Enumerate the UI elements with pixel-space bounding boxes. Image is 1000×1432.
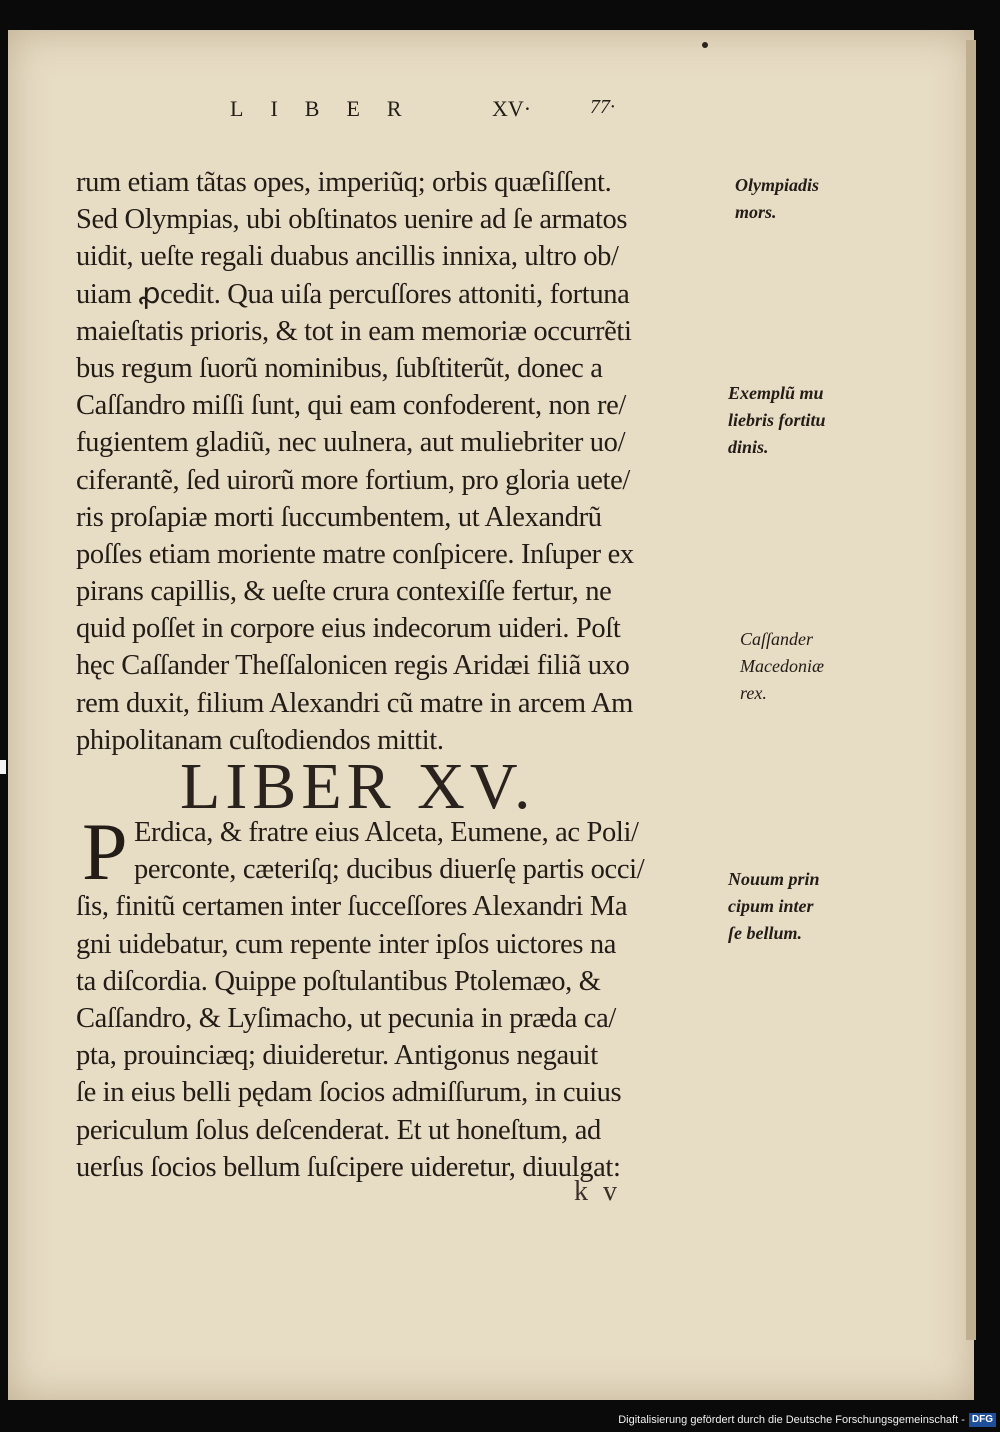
margin-note-line: Nouum prin — [728, 869, 820, 889]
text-line: gni uidebatur, cum repente inter ipſos uictores na — [76, 928, 617, 960]
margin-note-line: dinis. — [728, 437, 769, 457]
margin-note-line: Exemplũ mu — [728, 383, 824, 403]
margin-note-cassander — [740, 626, 824, 707]
text-line: perconte, cæteriſq; ducibus diuerſę partis occi/ — [134, 854, 645, 886]
margin-note-nouum — [728, 866, 820, 947]
running-head-title: LIBER — [230, 96, 429, 121]
margin-note-line: Olympiadis — [735, 175, 819, 195]
drop-cap: P — [82, 806, 128, 897]
margin-note-line: ſe bellum. — [728, 923, 802, 943]
folio-number: 77· — [590, 96, 615, 118]
body-text — [76, 164, 716, 759]
text-line: pirans capillis, & ueſte crura contexiſſe fertur, ne — [76, 576, 612, 608]
text-line: ciferantẽ, ſed uirorũ more fortium, pro gloria uete/ — [76, 464, 630, 496]
text-line: Erdica, & fratre eius Alceta, Eumene, ac Poli/ — [134, 817, 639, 848]
text-line: uerſus ſocios bellum ſuſcipere uideretur, diuulgat: — [76, 1151, 621, 1183]
margin-note-exemplum — [728, 380, 826, 461]
text-line: ta diſcordia. Quippe poſtulantibus Ptolemæo, & — [76, 965, 601, 997]
text-line: maieſtatis prioris, & tot in eam memoriæ occurrẽti — [76, 315, 632, 347]
text-line: ris proſapiæ morti ſuccumbentem, ut Alexandrũ — [76, 501, 602, 533]
text-line: Sed Olympias, ubi obſtinatos uenire ad ſe armatos — [76, 204, 628, 236]
text-line: pta, prouinciæq; diuideretur. Antigonus negauit — [76, 1040, 598, 1072]
text-line: ſe in eius belli pędam ſocios admiſſurum, in cuius — [76, 1077, 622, 1109]
text-line: ſis, finitũ certamen inter ſucceſſores Alexandri Ma — [76, 891, 628, 923]
margin-note-line: mors. — [735, 202, 777, 222]
catchword: k v — [574, 1176, 621, 1207]
margin-note-line: Caſſander — [740, 629, 814, 649]
text-line: phipolitanam cuſtodiendos mittit. — [76, 724, 444, 756]
text-line: Caſſandro miſſi ſunt, qui eam confoderent, non re/ — [76, 390, 626, 422]
page-edge — [966, 40, 976, 1340]
credit-text: Digitalisierung gefördert durch die Deutsche Forschungsgemeinschaft - — [618, 1414, 965, 1426]
text-line: Caſſandro, & Lyſimacho, ut pecunia in præda ca/ — [76, 1002, 616, 1034]
margin-note-line: liebris fortitu — [728, 410, 826, 430]
footer-credit — [618, 1412, 996, 1428]
margin-note-line: Macedoniæ — [740, 656, 824, 676]
text-line: periculum ſolus deſcenderat. Et ut honeſtum, ad — [76, 1114, 601, 1146]
text-line: poſſes etiam moriente matre conſpicere. Inſuper ex — [76, 538, 634, 570]
chapter-text — [76, 806, 736, 1186]
running-head — [230, 96, 710, 126]
text-line: hęc Caſſander Theſſalonicen regis Aridæi filiã uxo — [76, 650, 630, 682]
text-line: uidit, ueſte regali duabus ancillis innixa, ultro ob/ — [76, 241, 619, 273]
text-line: quid poſſet in corpore eius indecorum uideri. Poſt — [76, 613, 621, 645]
margin-note-line: rex. — [740, 683, 767, 703]
text-line: rum etiam tãtas opes, imperiũq; orbis quæſiſſent. — [76, 167, 612, 198]
running-head-book-number: XV· — [492, 96, 532, 121]
margin-note-line: cipum inter — [728, 896, 814, 916]
margin-note-olympiadis — [735, 172, 819, 226]
text-line: bus regum ſuorũ nominibus, ſubſtiterũt, donec a — [76, 352, 603, 384]
text-line: rem duxit, filium Alexandri cũ matre in arcem Am — [76, 687, 633, 719]
chapter-heading: LIBER XV. — [180, 750, 536, 823]
edge-mark — [0, 760, 6, 774]
text-line: uiam ꝓcedit. Qua uiſa percuſſores attoniti, fortuna — [76, 278, 630, 310]
ink-dot — [702, 42, 708, 48]
text-line: fugientem gladiũ, nec uulnera, aut muliebriter uo/ — [76, 427, 626, 459]
dfg-logo[interactable]: DFG — [969, 1413, 996, 1427]
